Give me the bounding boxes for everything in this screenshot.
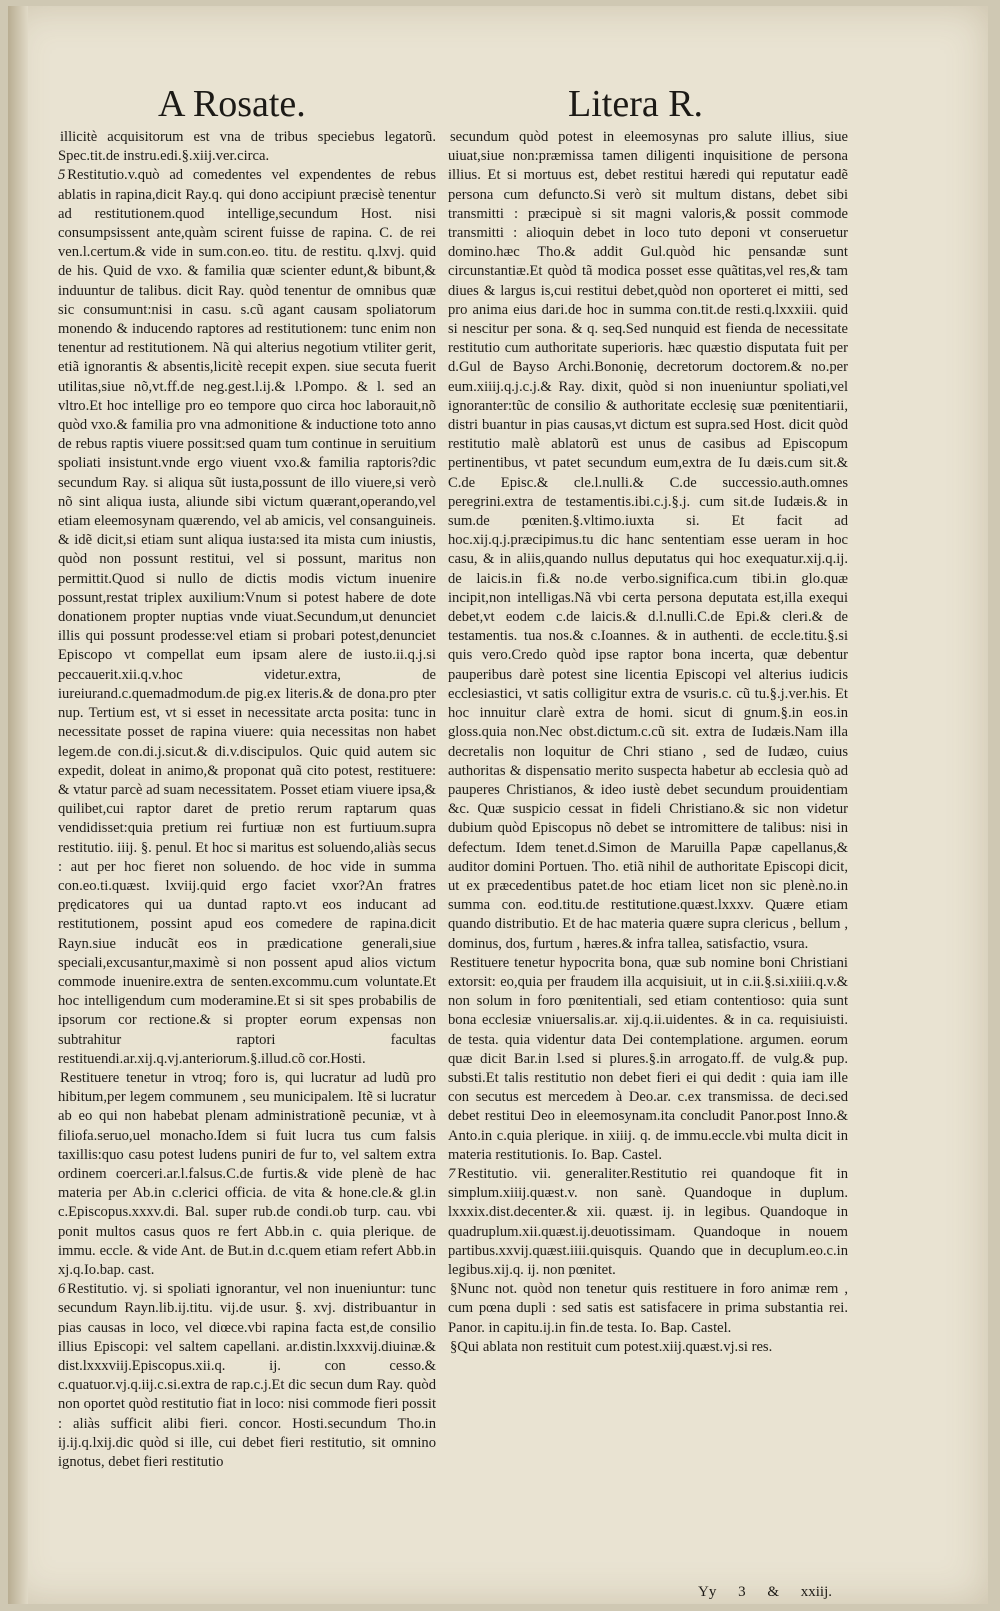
paragraph-number: 6 — [58, 1281, 66, 1298]
paragraph-number: 7 — [448, 1165, 456, 1182]
paragraph-text: Restitutio. vii. generaliter.Restitutio rei quandoque fit in simplum.xiiij.quæst.v. non sanè. Quandoque in duplum. lxxxix.dist.decenter.& xii. quæst. ij. in legibus. Quandoque in quadruplum.xii.quæst.ij.deuotissimam. Quandoque in nouem partibus.xxvij.quæst.iiii.quisquis. Quando que in decuplum.eo.c.in legibus.xij.q. ij. non pœnitet. — [448, 1165, 848, 1278]
paragraph-text: secundum quòd potest in eleemosynas pro salute illius, siue uiuat,siue non:præmissa tamen diligenti inquisitione de persona illius. Et si mortuus est, debet restitui hæredi qui reputatur eadẽ persona cum defuncto.Si verò sit multum distans, debet sibi transmitti : præcipuè si sit magni valoris,& possit commode transmitti : alioquin debet in loco tuto deponi vt conseruetur domino.hæc Tho.& addit Gul.quòd hic pensandæ sunt circunstantiæ.Et quòd tã modica posset esse quãtitas,vel res,& tam diues & largus is,cui restitui debet,quòd non oporteret ei mitti, sed pro anima eius dari.de hoc in summa con.tit.de resti.q.lxxxiii. quid si nescitur per sona. & q. seq.Sed nunquid est fienda de necessitate restitutio cum authoritate superioris. hæc quæstio disputata fuit per d.Gul de Bayso Archi.Bononię, decretorum doctorem.& no.per eum.xiiij.q.j.c.j.& Ray. dixit, quòd si non inueniuntur spoliati,vel ignoranter:tũc de consilio & authoritate ecclesię suæ pœnitentiarii, distri buantur in pias causas,vt dictum est supra.sed Host. dicit quòd restitutio malè ablatorũ est unus de casibus ad Episcopum pertinentibus, vt patet secundum eum,extra de Iu dæis.cum sit.& C.de Episc.& cle.l.nulli.& C.de successio.auth.omnes peregrini.extra de testamentis.ibi.c.j.§.j. cum sit.de Iudæis.& in sum.de pœniten.§.vltimo.iuxta si. Et facit ad hoc.xij.q.j.præcipimus.tu dic hanc sententiam esse ueram in hoc casu, & in aliis,quando nullus deputatus qui hoc exequatur.xij.q.ij. de laicis.in fi.& no.de verbo.significa.cum tibi.in glo.quæ incipit,non intelligas.Nã vbi certa persona deputata est,illa exequi debet,vt eodem c.de laicis.& d.l.nulli.C.de Epi.& cleri.& de testamentis. tua nos.& c.Ioannes. & in authenti. de eccle.titu.§.si quis vero.Credo quòd ipse raptor bona incerta, quæ debentur pauperibus darè potest sine licentia Episcopi vel alterius iudicis ecclesiastici, vt satis colligitur extra de vsuris.c. cũ tu.§.j.ver.his. Et hoc innuitur clarè extra de homi. sicut di gnum.§.in eos.in gloss.quia non.Nec obst.dictum.c.cũ sit. extra de Iudæis.Nam illa decretalis non loquitur de Chri stiano , sed de Iudæo, cuius authoritas & dispensatio merito suspecta habetur ab ecclesia quò ad pauperes Christianos, & ideo iustè debet secundum prouidentiam &c. Quæ suspicio cessat in fideli Christiano.& sic non videtur dubium quòd Episcopus nõ debet se intromittere de talibus: nisi in defectum. Idem tenet.d.Simon de Maruilla Papæ capellanus,& auditor domini Portuen. Tho. etiã nihil de authoritate Episcopi dicit, ut ex præcedentibus patet.de hoc etiam licet non sic plenè.no.in summa con. eod.titu.de restitutione.quæst.lxxxv. Quære etiam quando distributio. Et de hac materia quære supra clericus , bellum , dominus, dos, furtum , hæres.& infra tallea, satisfactio, vsura. — [448, 129, 848, 952]
paragraph-text: §Nunc not. quòd non tenetur quis restituere in foro animæ rem , cum pœna dupli : sed satis est satisfacere in prima substantia rei. Panor. in capitu.ij.in fin.de testa. Io. Bap. Castel. — [448, 1281, 848, 1336]
paragraph-text: §Qui ablata non restituit cum potest.xiij.quæst.vj.si res. — [450, 1338, 773, 1355]
right-paragraph — [448, 954, 848, 1165]
paragraph-text: Restitutio. vj. si spoliati ignorantur, vel non inueniuntur: tunc secundum Rayn.lib.ij.titu. vij.de usur. §. xvj. distribuantur in pias causas in loco, vel diœce.vbi rapina facta est,de consilio illius Episcopi: vel saltem capellani. ar.distin.lxxxvij.diuinæ.& dist.lxxxviij.Episcopus.xii.q. ij. con cesso.& c.quatuor.vj.q.iij.c.si.extra de rap.c.j.Et dic secun dum Ray. quòd non oportet quòd restitutio fiat in loco: nisi commode fieri possit : aliàs sufficit alibi fieri. concor. Hosti.secundum Tho.in ij.ij.q.lxij.dic quòd si ille, cui debet fieri restitutio, sit omnino ignotus, debet fieri restitutio — [58, 1281, 436, 1471]
paragraph-text: Restituere tenetur in vtroq; foro is, qui lucratur ad ludũ pro hibitum,per legem communem , seu municipalem. Itẽ si lucratur ab eo qui non habebat plenam administrationẽ pecuniæ, vt à filiofa.seruo,uel monacho.Idem si fuit lucra tus cum falsis taxillis:quo casu potest ludens puniri de fur to, vel saltem extra ordinem coerceri.ar.l.falsus.C.de furtis.& vide plenè de hac materia per Ab.in c.clerici officia. de vita & hone.cle.& gl.in c.Episcopus.xxxv.di. Bal. super rub.de condi.ob turp. cau. vbi ponit multos casus quos re fert Abb.in c. quia plerique. de immu. eccle. & vide Ant. de But.in d.c.quem etiam refert Abb.in xj.q.Io.bap. cast. — [58, 1069, 436, 1278]
book-page — [8, 6, 988, 1604]
paragraph-number: 5 — [58, 167, 66, 184]
left-paragraph — [58, 166, 436, 1069]
right-paragraph — [448, 1280, 848, 1338]
catchword: & xxiij. — [767, 1584, 833, 1600]
paragraph-text: Restituere tenetur hypocrita bona, quæ sub nomine boni Christiani extorsit: eo,quia per fraudem illa acquisiuit, ut in c.ii.§.si.xiiii.q.v.& non solum in foro pœnitentiali, sed etiam contentioso: quia sunt bona ecclesiæ vniuersalis.ar. xij.q.ii.uidentes. & in ca. requisiuisti. de testa. quia videntur data Dei contemplatione. argumen. eorum quæ dicit Bar.in l.sed si plures.§.in arrogato.ff. de vulg.& pup. substi.Et talis restitutio non debet fieri ei qui dedit : quia iam ille con secutus est mercedem à Deo.ar. c.ex transmissa. de deci.sed debet restitui Deo in eleemosynam.ita concludit Panor.post Inno.& Anto.in c.quia plerique. in xiiij. q. de immu.eccle.vbi multa dicit in materia restitutionis. Io. Bap. Castel. — [448, 954, 848, 1163]
right-column — [448, 128, 848, 1357]
page-header — [8, 76, 988, 126]
paragraph-text: Restitutio.v.quò ad comedentes vel expendentes de rebus ablatis in rapina,dicit Ray.q. qui dono accipiunt præcisè tenentur ad restitutionem.quod intellige,secundum Host. nisi consumpsissent ante,quàm scirent fuisse de rapina. C. de rei ven.l.certum.& vide in sum.con.eo. titu. de restitu. q.lxvj. quid de his. Quid de vxo. & familia quæ scienter edunt,& bibunt,& induuntur de talibus. dicit Ray. quòd tenentur de omnibus quæ sic consumunt:nisi in casu. s.cũ agant causam spoliatorum monendo & inducendo raptores ad restitutionem: tunc enim non tenentur ad restitutionem. Nã qui alterius negotium vtiliter gerit, etiã ignorantis & absentis,licitè recepit expen. siue secuta fuerit utilitas,siue nõ,vt.ff.de neg.gest.l.ij.& l.Pompo. & l. sed an vltro.Et hoc intellige pro eo tempore quo circa hoc laborauit,nõ quòd vxo.& familia pro vna admonitione & inductione toto anno de rebus raptis viuere possit:sed quam tum continue in seruitium spoliati insistunt.vnde ergo viuent vxo.& familia raptoris?dic secundum Ray. si aliqua sũt iusta,possunt de illo viuere,si verò nõ sint aliqua iusta, aliunde sibi victum quærant,operando,vel etiam eleemosynam quærendo, vel ab amicis, vel consanguineis. & idẽ dicit,si etiam sunt aliqua iusta:sed ita mista cum iniustis, quòd non possunt restitui, vel si possunt, maritus non permittit.Quod si nullo de dictis modis victum inuenire possunt,restat triplex auxilium:Vnum si potest habere de dote donationem propter nuptias vnde viuat.Secundum,ut denunciet illis qui possunt prodesse:vel etiam si probari potest,denunciet Episcopo vt compellat eum ipsam alere de iusto.ii.q.j.si peccauerit.xii.q.v.hoc videtur.extra, de iureiurand.c.quemadmodum.de pig.ex literis.& de dona.pro pter nup. Tertium est, vt si esset in necessitate arcta posita: tunc in necessitate posset de rapina viuere: quia necessitas non habet legem.de con.di.j.sicut.& di.v.discipulos. Quic quid autem sic expedit, doleat in animo,& proponat quã cito potest, restituere: & vtatur parcè ad suam necessitatem. Posset etiam viuere ipsa,& quilibet,cui raptor daret de pretio rerum raptarum quas vendidisset:quia pretium rei furtiuæ non est furtiuum.supra restitutio. iiij. §. penul. Et hoc si maritus est soluendo,aliàs secus : aut per hoc fieret non soluendo. de hoc vide in summa con.eo.ti.quæst. lxviij.quid ergo faciet vxor?An fratres prędicatores qui ua duntad rapto.vt eos inducant ad restitutionem, possint apud eos comedere de rapina.dicit Rayn.siue inducãt eos in prædicatione generali,siue speciali,excusantur,maximè si non possent apud alios victum commode inuenire.extra de senten.excommu.cum voluntate.Et hoc intelligendum cum moderamine.Et si sit spes probabilis de ipsorum cor rectione.& si propter eorum expensas non subtrahitur raptori facultas restituendi.ar.xij.q.vj.anteriorum.§.illud.cõ cor.Hosti. — [58, 167, 436, 1067]
right-paragraph — [448, 1165, 848, 1280]
signature-mark: Yy 3 — [698, 1584, 746, 1600]
left-paragraph — [58, 1280, 436, 1472]
left-paragraph — [58, 1069, 436, 1280]
running-head-right: Litera R. — [568, 83, 704, 125]
paragraph-text: illicitè acquisitorum est vna de tribus speciebus legatorũ. Spec.tit.de instru.edi.§.xiij.ver.circa. — [58, 129, 436, 165]
page-footer — [698, 1584, 832, 1601]
page-gutter-shadow — [8, 6, 28, 1604]
right-paragraph — [448, 128, 848, 954]
running-head-left: A Rosate. — [158, 83, 306, 125]
left-column — [58, 128, 436, 1472]
left-paragraph — [58, 128, 436, 166]
right-paragraph — [448, 1338, 848, 1357]
